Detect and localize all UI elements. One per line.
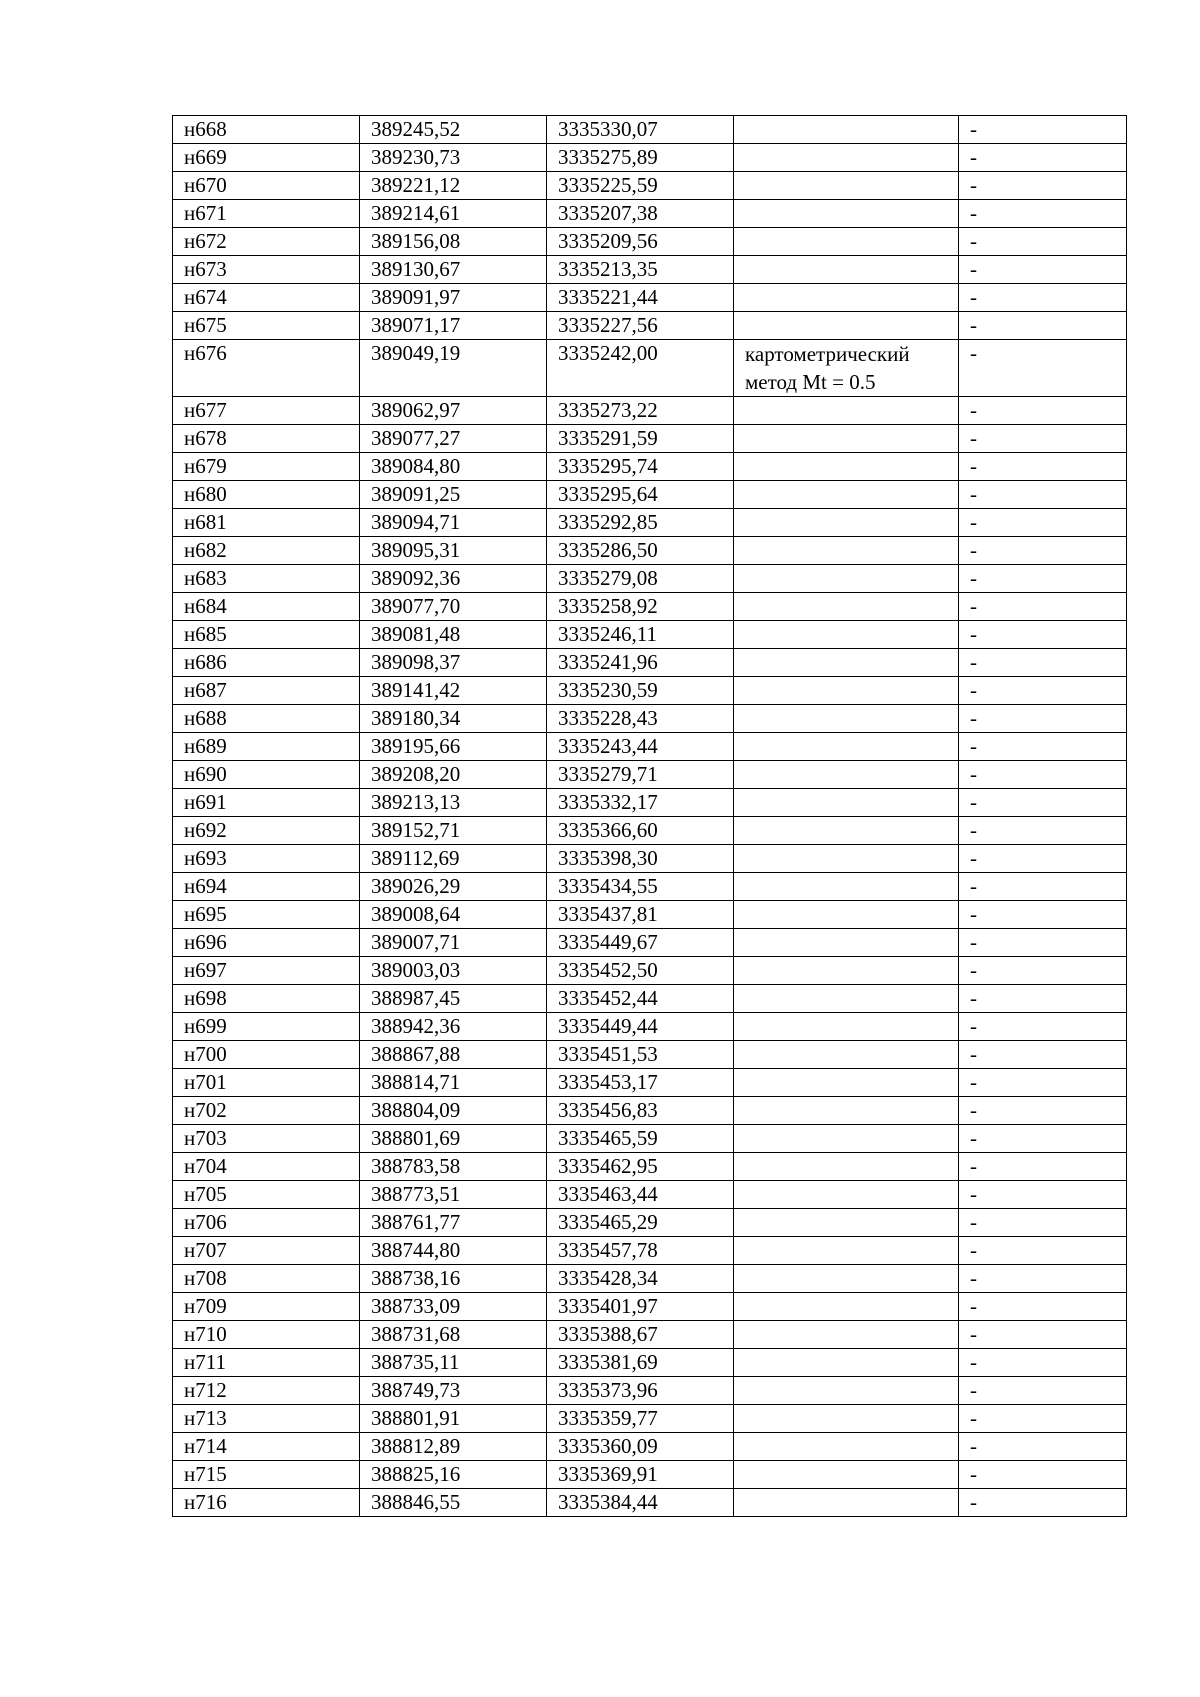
- y-coordinate-cell: 3335242,00: [547, 340, 734, 397]
- table-row: [173, 425, 1127, 453]
- x-coordinate-cell: 389081,48: [360, 621, 547, 649]
- y-coordinate-cell: 3335332,17: [547, 789, 734, 817]
- method-note-cell: [734, 789, 959, 817]
- x-coordinate-cell: 389098,37: [360, 649, 547, 677]
- table-row: [173, 789, 1127, 817]
- table-row: [173, 1181, 1127, 1209]
- flag-cell: -: [959, 565, 1127, 593]
- point-id-cell: н711: [173, 1349, 360, 1377]
- table-row: [173, 1405, 1127, 1433]
- method-note-cell: [734, 621, 959, 649]
- method-note-cell: [734, 312, 959, 340]
- method-note-cell: [734, 537, 959, 565]
- y-coordinate-cell: 3335209,56: [547, 228, 734, 256]
- x-coordinate-cell: 389077,70: [360, 593, 547, 621]
- flag-cell: -: [959, 1377, 1127, 1405]
- flag-cell: -: [959, 649, 1127, 677]
- x-coordinate-cell: 389084,80: [360, 453, 547, 481]
- table-row: [173, 705, 1127, 733]
- x-coordinate-cell: 389245,52: [360, 116, 547, 144]
- x-coordinate-cell: 389091,97: [360, 284, 547, 312]
- flag-cell: -: [959, 509, 1127, 537]
- flag-cell: -: [959, 256, 1127, 284]
- flag-cell: -: [959, 172, 1127, 200]
- x-coordinate-cell: 389091,25: [360, 481, 547, 509]
- method-note-cell: [734, 453, 959, 481]
- point-id-cell: н692: [173, 817, 360, 845]
- method-note-cell: [734, 1461, 959, 1489]
- y-coordinate-cell: 3335428,34: [547, 1265, 734, 1293]
- method-note-cell: [734, 397, 959, 425]
- method-note-cell: [734, 1265, 959, 1293]
- y-coordinate-cell: 3335258,92: [547, 593, 734, 621]
- point-id-cell: н703: [173, 1125, 360, 1153]
- x-coordinate-cell: 389152,71: [360, 817, 547, 845]
- method-note-cell: [734, 1489, 959, 1517]
- x-coordinate-cell: 389071,17: [360, 312, 547, 340]
- flag-cell: -: [959, 985, 1127, 1013]
- x-coordinate-cell: 389095,31: [360, 537, 547, 565]
- method-note-cell: [734, 593, 959, 621]
- method-note-cell: [734, 733, 959, 761]
- point-id-cell: н709: [173, 1293, 360, 1321]
- x-coordinate-cell: 388738,16: [360, 1265, 547, 1293]
- method-note-cell: [734, 1097, 959, 1125]
- flag-cell: -: [959, 425, 1127, 453]
- method-note-cell: [734, 256, 959, 284]
- y-coordinate-cell: 3335207,38: [547, 200, 734, 228]
- method-note-cell: [734, 1349, 959, 1377]
- y-coordinate-cell: 3335279,08: [547, 565, 734, 593]
- y-coordinate-cell: 3335291,59: [547, 425, 734, 453]
- method-note-cell: [734, 649, 959, 677]
- table-row: [173, 228, 1127, 256]
- x-coordinate-cell: 388733,09: [360, 1293, 547, 1321]
- flag-cell: -: [959, 312, 1127, 340]
- flag-cell: -: [959, 397, 1127, 425]
- point-id-cell: н691: [173, 789, 360, 817]
- flag-cell: -: [959, 453, 1127, 481]
- point-id-cell: н678: [173, 425, 360, 453]
- y-coordinate-cell: 3335241,96: [547, 649, 734, 677]
- method-note-cell: [734, 481, 959, 509]
- flag-cell: -: [959, 677, 1127, 705]
- point-id-cell: н698: [173, 985, 360, 1013]
- table-row: [173, 649, 1127, 677]
- y-coordinate-cell: 3335401,97: [547, 1293, 734, 1321]
- x-coordinate-cell: 388814,71: [360, 1069, 547, 1097]
- y-coordinate-cell: 3335452,44: [547, 985, 734, 1013]
- method-note-cell: [734, 929, 959, 957]
- flag-cell: -: [959, 144, 1127, 172]
- x-coordinate-cell: 388773,51: [360, 1181, 547, 1209]
- flag-cell: -: [959, 1125, 1127, 1153]
- point-id-cell: н708: [173, 1265, 360, 1293]
- table-row: [173, 144, 1127, 172]
- flag-cell: -: [959, 537, 1127, 565]
- method-note-cell: [734, 1013, 959, 1041]
- method-note-cell: [734, 985, 959, 1013]
- flag-cell: -: [959, 957, 1127, 985]
- point-id-cell: н668: [173, 116, 360, 144]
- method-note-cell: [734, 705, 959, 733]
- method-note-cell: [734, 817, 959, 845]
- x-coordinate-cell: 388749,73: [360, 1377, 547, 1405]
- flag-cell: -: [959, 228, 1127, 256]
- y-coordinate-cell: 3335449,44: [547, 1013, 734, 1041]
- y-coordinate-cell: 3335451,53: [547, 1041, 734, 1069]
- method-note-cell: [734, 1069, 959, 1097]
- method-note-cell: [734, 1181, 959, 1209]
- y-coordinate-cell: 3335463,44: [547, 1181, 734, 1209]
- x-coordinate-cell: 389214,61: [360, 200, 547, 228]
- x-coordinate-cell: 388735,11: [360, 1349, 547, 1377]
- x-coordinate-cell: 389141,42: [360, 677, 547, 705]
- point-id-cell: н699: [173, 1013, 360, 1041]
- point-id-cell: н690: [173, 761, 360, 789]
- point-id-cell: н693: [173, 845, 360, 873]
- x-coordinate-cell: 389195,66: [360, 733, 547, 761]
- point-id-cell: н700: [173, 1041, 360, 1069]
- y-coordinate-cell: 3335275,89: [547, 144, 734, 172]
- flag-cell: -: [959, 340, 1127, 397]
- y-coordinate-cell: 3335373,96: [547, 1377, 734, 1405]
- method-note-cell: [734, 1209, 959, 1237]
- method-note-cell: [734, 284, 959, 312]
- table-row: [173, 481, 1127, 509]
- y-coordinate-cell: 3335228,43: [547, 705, 734, 733]
- method-note-cell: [734, 1321, 959, 1349]
- point-id-cell: н672: [173, 228, 360, 256]
- point-id-cell: н679: [173, 453, 360, 481]
- flag-cell: -: [959, 1013, 1127, 1041]
- table-row: [173, 1125, 1127, 1153]
- point-id-cell: н705: [173, 1181, 360, 1209]
- x-coordinate-cell: 388987,45: [360, 985, 547, 1013]
- x-coordinate-cell: 389130,67: [360, 256, 547, 284]
- y-coordinate-cell: 3335456,83: [547, 1097, 734, 1125]
- flag-cell: -: [959, 873, 1127, 901]
- point-id-cell: н670: [173, 172, 360, 200]
- method-note-cell: [734, 509, 959, 537]
- x-coordinate-cell: 388867,88: [360, 1041, 547, 1069]
- y-coordinate-cell: 3335366,60: [547, 817, 734, 845]
- flag-cell: -: [959, 1405, 1127, 1433]
- point-id-cell: н701: [173, 1069, 360, 1097]
- flag-cell: -: [959, 1433, 1127, 1461]
- flag-cell: -: [959, 761, 1127, 789]
- x-coordinate-cell: 389213,13: [360, 789, 547, 817]
- table-row: [173, 256, 1127, 284]
- point-id-cell: н676: [173, 340, 360, 397]
- x-coordinate-cell: 389092,36: [360, 565, 547, 593]
- point-id-cell: н680: [173, 481, 360, 509]
- table-row: [173, 565, 1127, 593]
- flag-cell: -: [959, 593, 1127, 621]
- point-id-cell: н687: [173, 677, 360, 705]
- method-note-cell: [734, 677, 959, 705]
- method-note-cell: [734, 1433, 959, 1461]
- x-coordinate-cell: 389026,29: [360, 873, 547, 901]
- x-coordinate-cell: 388783,58: [360, 1153, 547, 1181]
- method-note-cell: [734, 565, 959, 593]
- coordinates-table-body: [173, 116, 1127, 1517]
- method-note-cell: [734, 1153, 959, 1181]
- table-row: [173, 1237, 1127, 1265]
- y-coordinate-cell: 3335457,78: [547, 1237, 734, 1265]
- point-id-cell: н716: [173, 1489, 360, 1517]
- table-row: [173, 873, 1127, 901]
- method-note-cell: [734, 1237, 959, 1265]
- method-note-cell: [734, 172, 959, 200]
- method-note-cell: [734, 901, 959, 929]
- y-coordinate-cell: 3335279,71: [547, 761, 734, 789]
- x-coordinate-cell: 388825,16: [360, 1461, 547, 1489]
- y-coordinate-cell: 3335360,09: [547, 1433, 734, 1461]
- point-id-cell: н694: [173, 873, 360, 901]
- table-row: [173, 284, 1127, 312]
- y-coordinate-cell: 3335213,35: [547, 256, 734, 284]
- y-coordinate-cell: 3335453,17: [547, 1069, 734, 1097]
- table-row: [173, 1265, 1127, 1293]
- point-id-cell: н688: [173, 705, 360, 733]
- flag-cell: -: [959, 200, 1127, 228]
- point-id-cell: н673: [173, 256, 360, 284]
- point-id-cell: н712: [173, 1377, 360, 1405]
- flag-cell: -: [959, 901, 1127, 929]
- flag-cell: -: [959, 621, 1127, 649]
- table-row: [173, 1209, 1127, 1237]
- x-coordinate-cell: 388812,89: [360, 1433, 547, 1461]
- y-coordinate-cell: 3335295,74: [547, 453, 734, 481]
- method-note-cell: [734, 845, 959, 873]
- method-note-cell: [734, 1405, 959, 1433]
- table-row: [173, 761, 1127, 789]
- x-coordinate-cell: 388801,69: [360, 1125, 547, 1153]
- table-row: [173, 817, 1127, 845]
- y-coordinate-cell: 3335273,22: [547, 397, 734, 425]
- flag-cell: -: [959, 1321, 1127, 1349]
- x-coordinate-cell: 388804,09: [360, 1097, 547, 1125]
- x-coordinate-cell: 389094,71: [360, 509, 547, 537]
- point-id-cell: н683: [173, 565, 360, 593]
- point-id-cell: н695: [173, 901, 360, 929]
- flag-cell: -: [959, 1293, 1127, 1321]
- method-note-cell: [734, 425, 959, 453]
- method-note-cell: [734, 1041, 959, 1069]
- table-row: [173, 1489, 1127, 1517]
- point-id-cell: н669: [173, 144, 360, 172]
- table-row: [173, 453, 1127, 481]
- table-row: [173, 1069, 1127, 1097]
- point-id-cell: н671: [173, 200, 360, 228]
- table-row: [173, 200, 1127, 228]
- flag-cell: -: [959, 1237, 1127, 1265]
- table-row: [173, 1013, 1127, 1041]
- table-row: [173, 985, 1127, 1013]
- flag-cell: -: [959, 929, 1127, 957]
- table-row: [173, 172, 1127, 200]
- table-row: [173, 340, 1127, 397]
- table-row: [173, 593, 1127, 621]
- point-id-cell: н681: [173, 509, 360, 537]
- method-note-cell: [734, 1125, 959, 1153]
- flag-cell: -: [959, 1069, 1127, 1097]
- table-row: [173, 621, 1127, 649]
- table-row: [173, 116, 1127, 144]
- x-coordinate-cell: 388801,91: [360, 1405, 547, 1433]
- y-coordinate-cell: 3335295,64: [547, 481, 734, 509]
- x-coordinate-cell: 389062,97: [360, 397, 547, 425]
- point-id-cell: н684: [173, 593, 360, 621]
- point-id-cell: н710: [173, 1321, 360, 1349]
- y-coordinate-cell: 3335286,50: [547, 537, 734, 565]
- y-coordinate-cell: 3335230,59: [547, 677, 734, 705]
- method-note-cell: [734, 873, 959, 901]
- x-coordinate-cell: 389003,03: [360, 957, 547, 985]
- y-coordinate-cell: 3335292,85: [547, 509, 734, 537]
- y-coordinate-cell: 3335381,69: [547, 1349, 734, 1377]
- point-id-cell: н677: [173, 397, 360, 425]
- method-note-cell: [734, 761, 959, 789]
- y-coordinate-cell: 3335384,44: [547, 1489, 734, 1517]
- x-coordinate-cell: 388942,36: [360, 1013, 547, 1041]
- point-id-cell: н696: [173, 929, 360, 957]
- table-row: [173, 901, 1127, 929]
- table-row: [173, 537, 1127, 565]
- table-row: [173, 957, 1127, 985]
- table-row: [173, 1097, 1127, 1125]
- y-coordinate-cell: 3335465,59: [547, 1125, 734, 1153]
- method-note-cell: [734, 200, 959, 228]
- flag-cell: -: [959, 705, 1127, 733]
- y-coordinate-cell: 3335246,11: [547, 621, 734, 649]
- flag-cell: -: [959, 1265, 1127, 1293]
- point-id-cell: н674: [173, 284, 360, 312]
- flag-cell: -: [959, 116, 1127, 144]
- y-coordinate-cell: 3335398,30: [547, 845, 734, 873]
- y-coordinate-cell: 3335388,67: [547, 1321, 734, 1349]
- flag-cell: -: [959, 1181, 1127, 1209]
- y-coordinate-cell: 3335465,29: [547, 1209, 734, 1237]
- method-note-cell: [734, 1377, 959, 1405]
- table-row: [173, 1321, 1127, 1349]
- y-coordinate-cell: 3335227,56: [547, 312, 734, 340]
- x-coordinate-cell: 388731,68: [360, 1321, 547, 1349]
- table-row: [173, 733, 1127, 761]
- table-row: [173, 312, 1127, 340]
- y-coordinate-cell: 3335437,81: [547, 901, 734, 929]
- flag-cell: -: [959, 284, 1127, 312]
- table-row: [173, 1349, 1127, 1377]
- y-coordinate-cell: 3335452,50: [547, 957, 734, 985]
- method-note-cell: [734, 228, 959, 256]
- flag-cell: -: [959, 1461, 1127, 1489]
- method-note-cell: картометрический метод Mt = 0.5: [734, 340, 959, 397]
- x-coordinate-cell: 389112,69: [360, 845, 547, 873]
- point-id-cell: н713: [173, 1405, 360, 1433]
- table-row: [173, 677, 1127, 705]
- method-note-cell: [734, 1293, 959, 1321]
- y-coordinate-cell: 3335221,44: [547, 284, 734, 312]
- x-coordinate-cell: 388744,80: [360, 1237, 547, 1265]
- table-row: [173, 1377, 1127, 1405]
- table-row: [173, 509, 1127, 537]
- method-note-cell: [734, 957, 959, 985]
- table-row: [173, 1461, 1127, 1489]
- point-id-cell: н704: [173, 1153, 360, 1181]
- point-id-cell: н702: [173, 1097, 360, 1125]
- x-coordinate-cell: 388846,55: [360, 1489, 547, 1517]
- point-id-cell: н706: [173, 1209, 360, 1237]
- flag-cell: -: [959, 481, 1127, 509]
- flag-cell: -: [959, 1209, 1127, 1237]
- table-row: [173, 1041, 1127, 1069]
- method-note-cell: [734, 144, 959, 172]
- x-coordinate-cell: 389007,71: [360, 929, 547, 957]
- flag-cell: -: [959, 1349, 1127, 1377]
- table-row: [173, 929, 1127, 957]
- point-id-cell: н707: [173, 1237, 360, 1265]
- x-coordinate-cell: 389180,34: [360, 705, 547, 733]
- point-id-cell: н685: [173, 621, 360, 649]
- x-coordinate-cell: 389221,12: [360, 172, 547, 200]
- x-coordinate-cell: 389230,73: [360, 144, 547, 172]
- y-coordinate-cell: 3335359,77: [547, 1405, 734, 1433]
- y-coordinate-cell: 3335243,44: [547, 733, 734, 761]
- flag-cell: -: [959, 1097, 1127, 1125]
- x-coordinate-cell: 388761,77: [360, 1209, 547, 1237]
- point-id-cell: н675: [173, 312, 360, 340]
- x-coordinate-cell: 389008,64: [360, 901, 547, 929]
- point-id-cell: н715: [173, 1461, 360, 1489]
- x-coordinate-cell: 389049,19: [360, 340, 547, 397]
- flag-cell: -: [959, 1153, 1127, 1181]
- x-coordinate-cell: 389208,20: [360, 761, 547, 789]
- flag-cell: -: [959, 789, 1127, 817]
- y-coordinate-cell: 3335369,91: [547, 1461, 734, 1489]
- point-id-cell: н714: [173, 1433, 360, 1461]
- method-note-cell: [734, 116, 959, 144]
- y-coordinate-cell: 3335462,95: [547, 1153, 734, 1181]
- flag-cell: -: [959, 845, 1127, 873]
- table-row: [173, 1153, 1127, 1181]
- point-id-cell: н689: [173, 733, 360, 761]
- point-id-cell: н682: [173, 537, 360, 565]
- table-row: [173, 397, 1127, 425]
- y-coordinate-cell: 3335449,67: [547, 929, 734, 957]
- x-coordinate-cell: 389077,27: [360, 425, 547, 453]
- flag-cell: -: [959, 1489, 1127, 1517]
- point-id-cell: н697: [173, 957, 360, 985]
- flag-cell: -: [959, 817, 1127, 845]
- coordinates-table: [172, 115, 1127, 1517]
- table-row: [173, 1293, 1127, 1321]
- table-row: [173, 1433, 1127, 1461]
- y-coordinate-cell: 3335330,07: [547, 116, 734, 144]
- flag-cell: -: [959, 1041, 1127, 1069]
- point-id-cell: н686: [173, 649, 360, 677]
- y-coordinate-cell: 3335434,55: [547, 873, 734, 901]
- table-row: [173, 845, 1127, 873]
- x-coordinate-cell: 389156,08: [360, 228, 547, 256]
- flag-cell: -: [959, 733, 1127, 761]
- y-coordinate-cell: 3335225,59: [547, 172, 734, 200]
